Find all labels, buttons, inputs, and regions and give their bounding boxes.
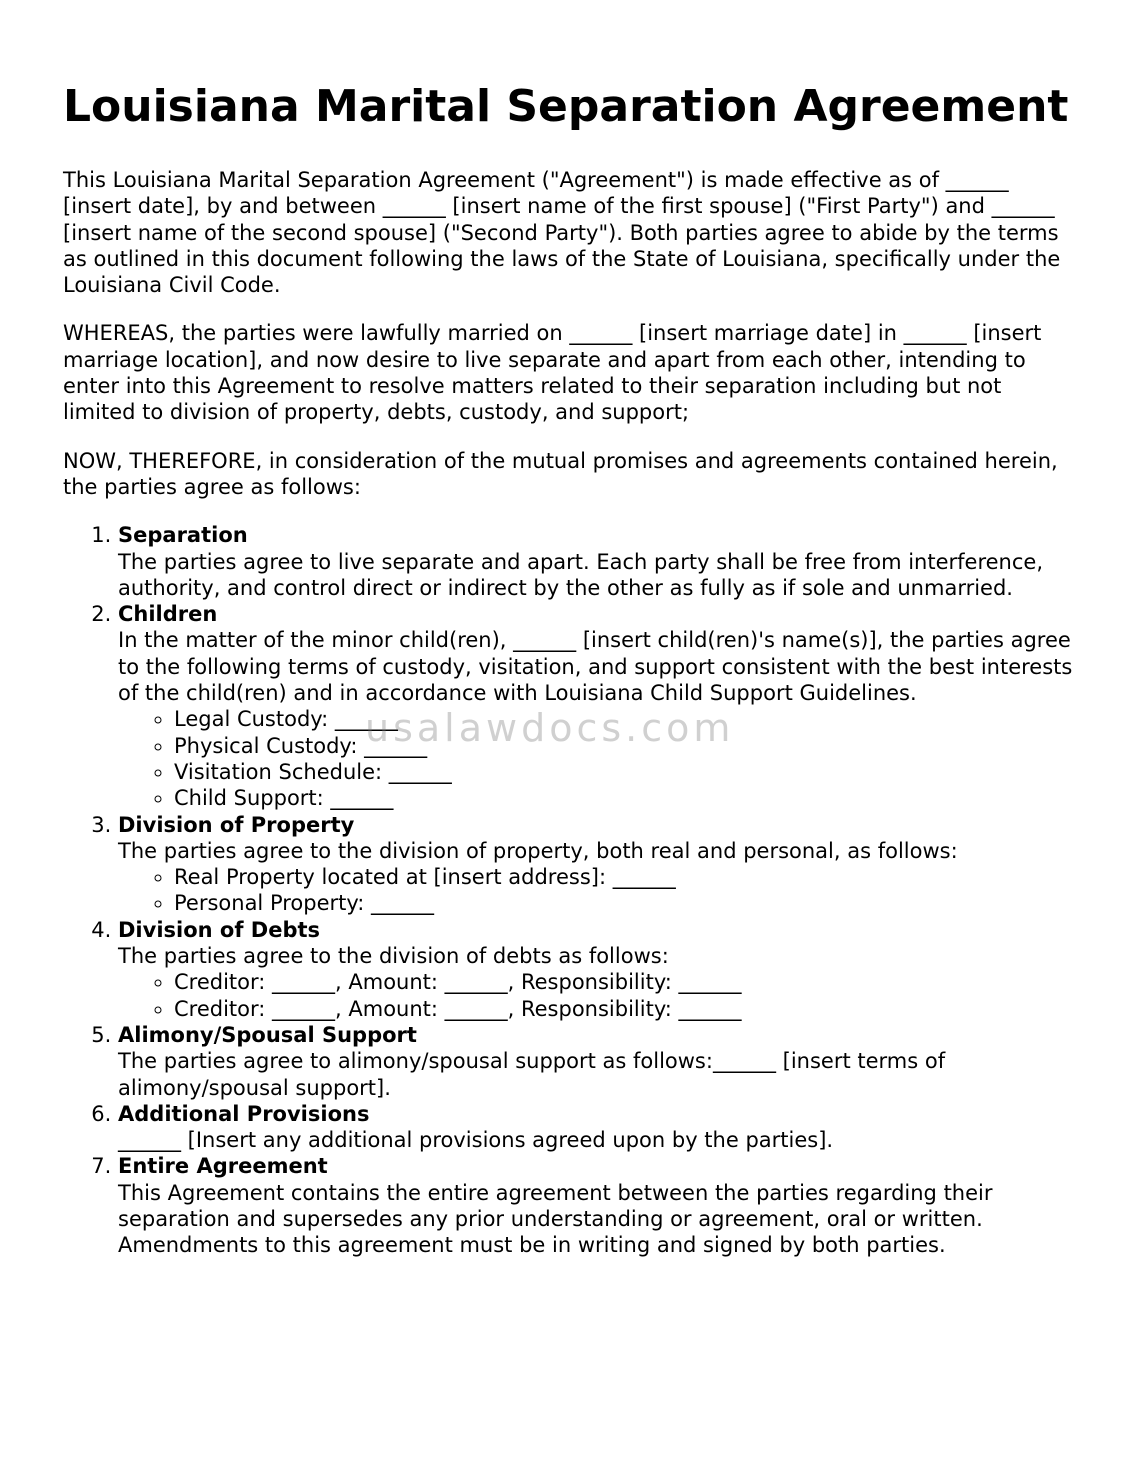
list-item: ◦ Creditor: ______, Amount: ______, Responsibility: ______ bbox=[174, 996, 1073, 1022]
section-body: The parties agree to the division of debts as follows: bbox=[118, 944, 669, 969]
list-item: ◦ Real Property located at [insert address]: ______ bbox=[174, 864, 1073, 890]
section-body: This Agreement contains the entire agreement between the parties regarding their separation and supersedes any prior understanding or agreement, oral or written. Amendments to this agreement must be in writing and signed by both parties. bbox=[118, 1180, 993, 1258]
section-alimony bbox=[118, 1022, 1073, 1101]
section-title: 6. Additional Provisions bbox=[118, 1101, 370, 1126]
list-item: ◦ Child Support: ______ bbox=[174, 785, 1073, 811]
section-separation bbox=[118, 522, 1073, 601]
section-title: 4. Division of Debts bbox=[118, 917, 321, 942]
section-body: The parties agree to live separate and apart. Each party shall be free from interference, authority, and control direct or indirect by the other as fully as if sole and unmarried. bbox=[118, 549, 1044, 600]
debts-list bbox=[118, 969, 1073, 1022]
section-body: The parties agree to the division of property, both real and personal, as follows: bbox=[118, 838, 958, 863]
section-division-of-property bbox=[118, 812, 1073, 917]
list-item: ◦ Creditor: ______, Amount: ______, Responsibility: ______ bbox=[174, 969, 1073, 995]
sections-list bbox=[63, 522, 1073, 1258]
section-body: ______ [Insert any additional provisions agreed upon by the parties]. bbox=[118, 1128, 834, 1153]
section-entire-agreement bbox=[118, 1153, 1073, 1258]
document-title: Louisiana Marital Separation Agreement bbox=[63, 81, 1069, 132]
list-item: ◦ Legal Custody: ______ bbox=[174, 706, 1073, 732]
section-title: 5. Alimony/Spousal Support bbox=[118, 1022, 417, 1047]
property-list bbox=[118, 864, 1073, 917]
section-title: 3. Division of Property bbox=[118, 812, 355, 837]
list-item: ◦ Personal Property: ______ bbox=[174, 890, 1073, 916]
intro-paragraph: This Louisiana Marital Separation Agreement ("Agreement") is made effective as of ______ [insert date], by and between ______ [insert name of the first spouse] ("First Party") and ______ [insert name of the second spouse] ("Second Party"). Both parties agree to abide by the terms as outlined in this document following the laws of the State of Louisiana, specifically under the Louisiana Civil Code. bbox=[63, 168, 1061, 298]
section-title: 1. Separation bbox=[118, 523, 248, 548]
whereas-paragraph: WHEREAS, the parties were lawfully married on ______ [insert marriage date] in ______ [insert marriage location], and now desire to live separate and apart from each other, intending to enter into this Agreement to resolve matters related to their separation including but not limited to division of property, debts, custody, and support; bbox=[63, 321, 1042, 425]
section-additional-provisions bbox=[118, 1101, 1073, 1154]
section-title: 7. Entire Agreement bbox=[118, 1154, 328, 1179]
section-body: In the matter of the minor child(ren), ______ [insert child(ren)'s name(s)], the parties agree to the following terms of custody, visitation, and support consistent with the best interests of the child(ren) and in accordance with Louisiana Child Support Guidelines. bbox=[118, 628, 1073, 706]
section-body: The parties agree to alimony/spousal support as follows:______ [insert terms of alimony/spousal support]. bbox=[118, 1049, 946, 1100]
watermark: usalawdocs.com bbox=[365, 706, 735, 750]
section-children bbox=[118, 601, 1073, 811]
section-title: 2. Children bbox=[118, 602, 218, 627]
therefore-paragraph: NOW, THEREFORE, in consideration of the mutual promises and agreements contained herein, the parties agree as follows: bbox=[63, 448, 1058, 499]
document-page bbox=[63, 80, 1073, 1259]
list-item: ◦ Physical Custody: ______ bbox=[174, 733, 1073, 759]
children-terms-list bbox=[118, 706, 1073, 811]
list-item: ◦ Visitation Schedule: ______ bbox=[174, 759, 1073, 785]
section-division-of-debts bbox=[118, 917, 1073, 1022]
